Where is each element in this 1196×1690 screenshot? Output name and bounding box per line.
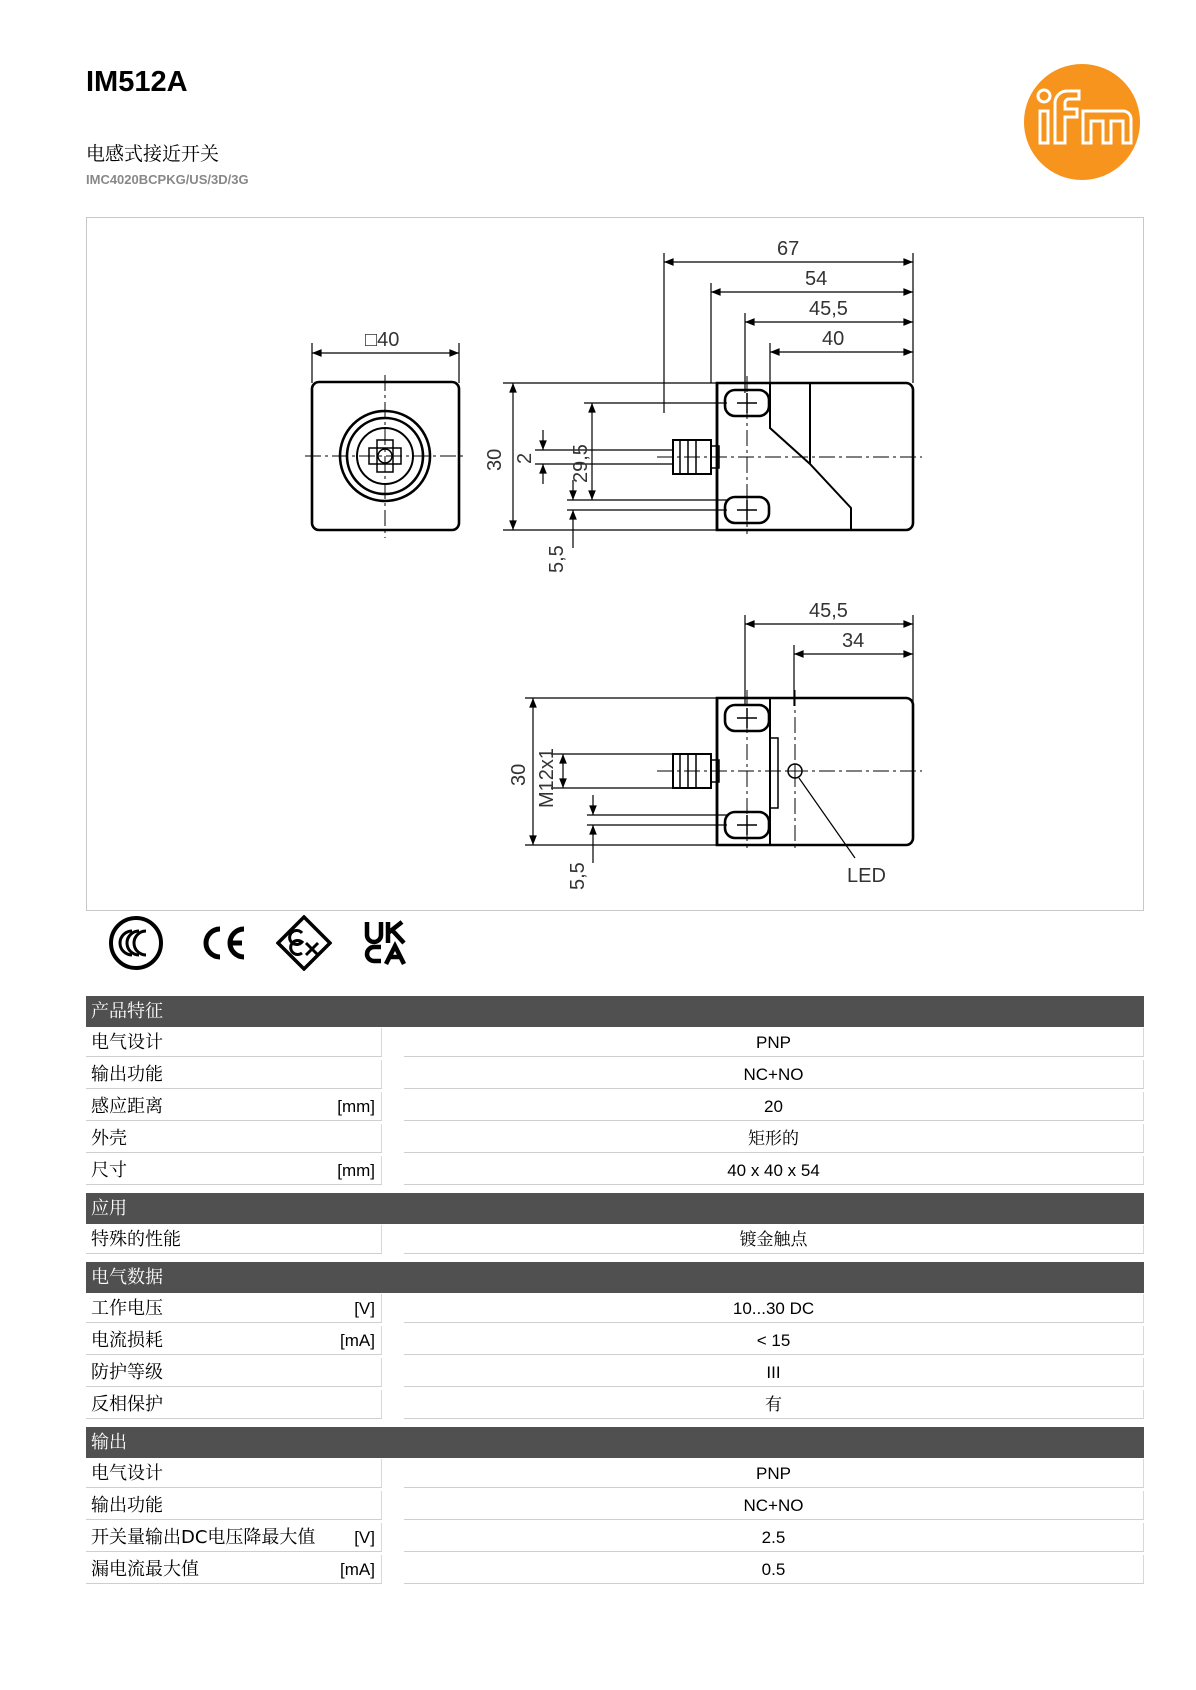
bottom-view [508,600,922,890]
spec-value: 20 [404,1092,1144,1121]
ce-icon [198,915,250,971]
dim-b-45-5: 45,5 [809,600,848,622]
spec-row [86,1358,1144,1388]
cqc-icon [108,915,164,971]
spec-row [86,1459,1144,1489]
spec-label-cell [86,1124,382,1153]
dim-b-5-5: 5,5 [567,862,589,890]
spec-value: 镀金触点 [404,1225,1144,1254]
spec-value: NC+NO [404,1060,1144,1089]
spec-value: 有 [404,1390,1144,1419]
spec-label: 输出功能 [91,1495,163,1516]
spec-value: 0.5 [404,1555,1144,1584]
spec-label-cell [86,1555,382,1584]
spec-row [86,1390,1144,1420]
section-header: 电气数据 [86,1262,1144,1293]
page-title: IM512A [86,66,188,98]
spec-label: 工作电压 [91,1298,163,1319]
ex-icon [276,915,332,971]
spec-unit: [mA] [340,1331,375,1350]
spec-row [86,1028,1144,1058]
spec-value: 10...30 DC [404,1294,1144,1323]
spec-label: 防护等级 [91,1362,163,1383]
spec-label: 开关量输出DC电压降最大值 [91,1527,316,1548]
spec-row [86,1555,1144,1585]
spec-label: 外壳 [91,1128,127,1149]
section-header: 产品特征 [86,996,1144,1027]
spec-value: PNP [404,1459,1144,1488]
spec-value: PNP [404,1028,1144,1057]
dim-40: 40 [822,328,845,350]
dim-5-5: 5,5 [546,545,568,573]
dim-54: 54 [805,268,828,290]
spec-row [86,1156,1144,1186]
led-label: LED [847,865,886,887]
spec-label-cell [86,1294,382,1323]
spec-value: 2.5 [404,1523,1144,1552]
spec-row [86,1491,1144,1521]
spec-label-cell [86,1225,382,1254]
side-view [484,238,922,573]
spec-label: 尺寸 [91,1160,127,1181]
dim-29-5: 29,5 [570,444,592,483]
dim-front-square: □40 [365,329,400,351]
spec-label-cell [86,1491,382,1520]
spec-value: 40 x 40 x 54 [404,1156,1144,1185]
spec-label: 特殊的性能 [91,1229,181,1250]
spec-value: < 15 [404,1326,1144,1355]
spec-value: III [404,1358,1144,1387]
spec-label: 电气设计 [91,1463,163,1484]
spec-label: 电气设计 [91,1032,163,1053]
spec-label: 电流损耗 [91,1330,163,1351]
spec-unit: [mm] [337,1161,375,1180]
spec-row [86,1326,1144,1356]
dim-b-34: 34 [842,630,865,652]
front-view [305,329,467,538]
spec-row [86,1060,1144,1090]
spec-value: 矩形的 [404,1124,1144,1153]
dim-2: 2 [514,452,536,464]
spec-unit: [V] [354,1528,375,1547]
article-number: IMC4020BCPKG/US/3D/3G [86,172,249,187]
product-type: 电感式接近开关 [86,143,220,165]
spec-row [86,1294,1144,1324]
section-header: 应用 [86,1193,1144,1224]
spec-unit: [mA] [340,1560,375,1579]
spec-label-cell [86,1028,382,1057]
spec-row [86,1092,1144,1122]
spec-row [86,1523,1144,1553]
spec-value: NC+NO [404,1491,1144,1520]
spec-label-cell [86,1092,382,1121]
spec-label: 感应距离 [91,1096,163,1117]
ifm-logo [1023,63,1141,181]
dim-45-5: 45,5 [809,298,848,320]
dim-thread: M12x1 [536,747,558,808]
spec-label: 反相保护 [91,1394,163,1415]
spec-row [86,1124,1144,1154]
spec-label-cell [86,1459,382,1488]
spec-label: 输出功能 [91,1064,163,1085]
spec-label-cell [86,1358,382,1387]
spec-unit: [V] [354,1299,375,1318]
spec-label-cell [86,1156,382,1185]
ukca-icon [364,915,408,971]
dimension-drawing [86,217,1144,911]
dim-30: 30 [484,448,506,471]
spec-label-cell [86,1390,382,1419]
spec-unit: [mm] [337,1097,375,1116]
dim-67: 67 [777,238,800,260]
spec-label-cell [86,1326,382,1355]
dim-b-30: 30 [508,763,530,786]
spec-label-cell [86,1523,382,1552]
spec-label: 漏电流最大值 [91,1559,199,1580]
spec-label-cell [86,1060,382,1089]
section-header: 输出 [86,1427,1144,1458]
spec-row [86,1225,1144,1255]
spec-table [86,996,1144,1587]
